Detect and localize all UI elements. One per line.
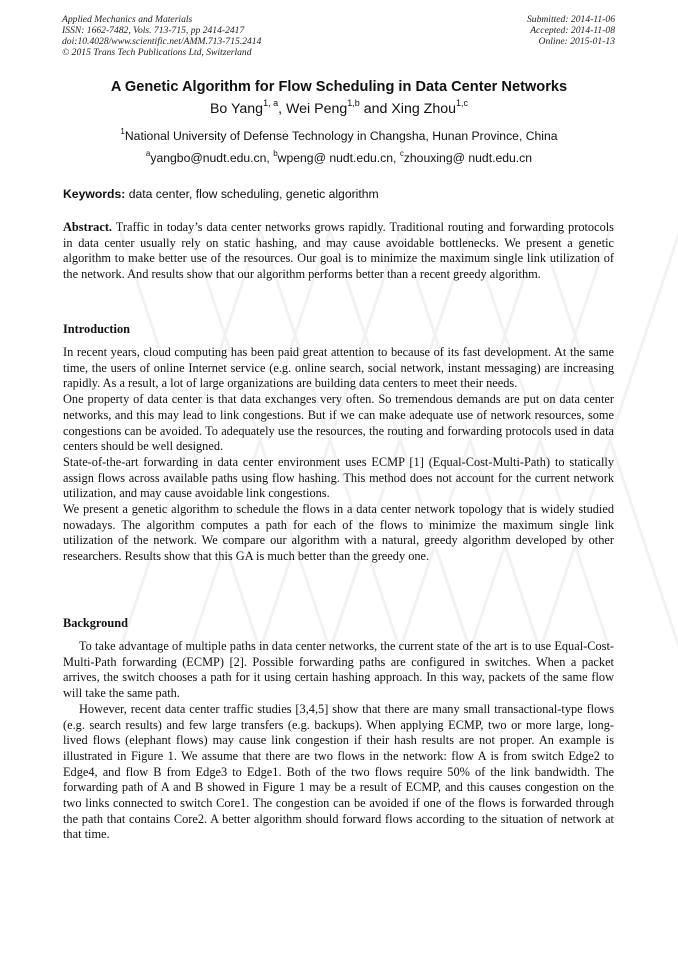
abstract <box>63 220 614 283</box>
paragraph: State-of-the-art forwarding in data center environment uses ECMP [1] (Equal-Cost-Multi-Path) to statically assign flows across available paths using flow hashing. This method does not account for the current network utilization, and may cause avoidable link congestions. <box>63 454 614 501</box>
author-separator: and <box>359 101 392 117</box>
author-emails <box>0 151 678 165</box>
author-affiliation-mark: 1,c <box>456 98 469 108</box>
paragraph: However, recent data center traffic studies [3,4,5] show that there are many small transactional-type flows (e.g. search results) and few large transfers (e.g. backups). When applying ECMP, two or more large, long-lived flows (elephant flows) may cause link congestion if their hash results are not proper. An example is illustrated in Figure 1. We assume that there are two flows in the network: flow A is from switch Edge2 to Edge4, and flow B from Edge3 to Edge1. Both of the two flows require 50% of the link bandwidth. The forwarding path of A and B showed in Figure 1 may be a result of ECMP, and this causes congestion on the two links connected to switch Core1. The congestion can be avoided if one of the flows is forwarded through the path that contains Core2. A better algorithm should forward flows according to the situation of network at that time. <box>63 701 614 842</box>
copyright-line: © 2015 Trans Tech Publications Ltd, Switzerland <box>62 47 252 58</box>
paragraph: In recent years, cloud computing has been paid great attention to because of its fast development. At the same time, the users of online Internet service (e.g. online search, social network, instant messaging) are increasing rapidly. As a result, a lot of large organizations are building data centers to meet their needs. <box>63 345 614 391</box>
email-address: zhouxing@ nudt.edu.cn <box>403 151 533 165</box>
journal-name: Applied Mechanics and Materials <box>62 14 193 25</box>
author-name: Wei Peng <box>285 101 348 117</box>
author-separator: , <box>278 101 286 117</box>
doi-line: doi:10.4028/www.scientific.net/AMM.713-715.2414 <box>62 36 262 47</box>
journal-info <box>62 14 261 58</box>
author-name: Xing Zhou <box>391 101 457 117</box>
paper-title: A Genetic Algorithm for Flow Scheduling in Data Center Networks <box>110 79 568 95</box>
issn-line: ISSN: 1662-7482, Vols. 713-715, pp 2414-2417 <box>62 25 245 36</box>
author-list <box>0 98 678 117</box>
email-mark: a <box>145 149 151 158</box>
email-mark: c <box>399 149 404 158</box>
affiliation-mark: 1 <box>120 127 125 136</box>
submission-dates <box>527 14 615 47</box>
keywords-label: Keywords: <box>63 187 126 201</box>
affiliation-text: National University of Defense Technology in Changsha, Hunan Province, China <box>124 129 558 143</box>
email-address: wpeng@ nudt.edu.cn, <box>277 151 400 165</box>
paragraph: To take advantage of multiple paths in data center networks, the current state of the art is to use Equal-Cost-Multi-Path forwarding (ECMP) [2]. Possible forwarding paths are configured in switches. When a packet arrives, the switch chooses a path for it using certain hashing approach. In this way, packets of the same flow will take the same path. <box>63 639 614 701</box>
online-date: Online: 2015-01-13 <box>538 36 615 47</box>
keywords <box>63 187 379 201</box>
author-name: Bo Yang <box>209 101 264 117</box>
submitted-date: Submitted: 2014-11-06 <box>526 14 615 25</box>
author-affiliation-mark: 1,b <box>347 98 360 108</box>
section-heading-introduction: Introduction <box>63 322 130 336</box>
abstract-label: Abstract. <box>63 220 113 234</box>
email-address: yangbo@nudt.edu.cn, <box>150 151 274 165</box>
email-mark: b <box>273 149 278 158</box>
keywords-text: data center, flow scheduling, genetic algorithm <box>125 187 379 201</box>
accepted-date: Accepted: 2014-11-08 <box>530 25 615 36</box>
background-body <box>63 639 614 843</box>
author-affiliation-mark: 1, a <box>263 98 279 108</box>
affiliation <box>0 129 678 143</box>
paragraph: One property of data center is that data exchanges very often. So tremendous demands are put on data center networks, and this may lead to link congestions. But if we can make adequate use of network resources, some congestions can be avoided. To adequately use the resources, the routing and forwarding protocols used in data centers should be well designed. <box>63 392 614 454</box>
section-heading-background: Background <box>63 616 128 630</box>
paragraph: We present a genetic algorithm to schedule the flows in a data center network topology that is widely studied nowadays. The algorithm computes a path for each of the flows to minimize the maximum single link utilization of the network. We compare our algorithm with a natural, greedy algorithm developed by other researchers. Results show that this GA is much better than the greedy one. <box>63 502 614 564</box>
introduction-body <box>63 345 614 565</box>
abstract-text: Traffic in today’s data center networks grows rapidly. Traditional routing and forwarding protocols in data center usually rely on static hashing, and may cause avoidable bottlenecks. We present a genetic algorithm to make better use of the resources. Our goal is to minimize the maximum single link utilization of the network. And results show that our algorithm performs better than a recent greedy algorithm. <box>63 220 614 282</box>
